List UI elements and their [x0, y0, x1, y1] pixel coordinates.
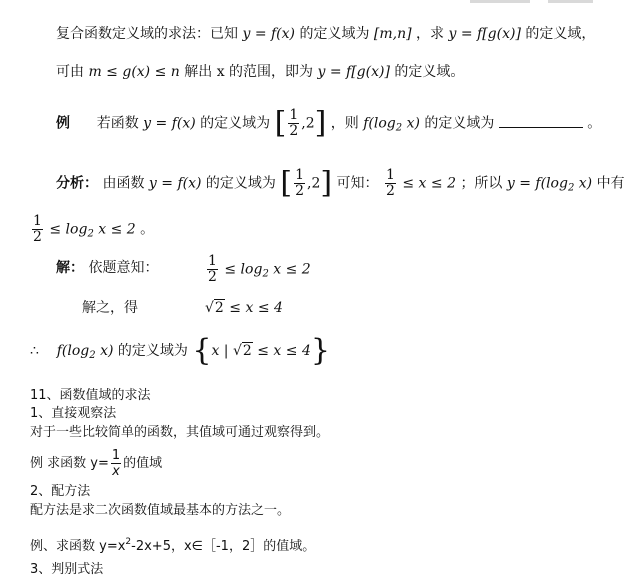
- math-f: y = f(x): [242, 26, 295, 42]
- analysis-paragraph: 分析： 由函数 y = f(x) 的定义域为 [ $\frac{1}{2}$ ,2] 可知： $\frac{1}{2}$ ≤ x ≤ 2 ；所以 $y = f(\log_2$ x) 中有: [56, 165, 625, 201]
- math-inequality: m ≤ g(x) ≤ n: [88, 64, 180, 80]
- therefore-symbol: ∴: [30, 343, 39, 359]
- example-completing-square: 例、求函数 $y=x^2-2x+5$，x∈［-1，2］的值域。: [30, 537, 316, 554]
- subsection-heading: 2、配方法: [30, 484, 91, 499]
- sqrt: √2: [205, 300, 224, 316]
- subsection-heading: 1、直接观察法: [30, 406, 117, 421]
- analysis-label: 分析：: [56, 175, 98, 192]
- subsection-desc: 对于一些比较简单的函数，其值域可通过观察得到。: [30, 425, 330, 440]
- example-problem: 例 若函数 y = f(x) 的定义域为 [ $\frac{1}{2}$ ,2] ，则 $f(\log_2$ x) 的定义域为 。: [56, 105, 602, 141]
- example-label: 例: [56, 115, 70, 132]
- fraction: $\frac{1}{2}$: [385, 167, 395, 199]
- fraction: $\frac{1}{2}$: [295, 167, 304, 199]
- inequality-line: $\frac{1}{2}$ ≤ $\log_2 x \le 2$ 。: [33, 213, 155, 245]
- solution-line: 解： 依题意知：: [56, 260, 159, 276]
- solution-label: 解：: [56, 260, 84, 276]
- example-direct: 例 求函数 y= $\frac{1}{x}$ 的值域: [30, 448, 163, 479]
- fraction: $\frac{1}{2}$: [208, 253, 217, 285]
- math-interval: [m,n]: [373, 26, 412, 42]
- fraction: $\frac{1}{2}$: [33, 213, 42, 245]
- subsection-desc: 配方法是求二次函数值域最基本的方法之一。: [30, 503, 291, 518]
- fraction: $\frac{1}{x}$: [111, 448, 121, 479]
- math-fg: y = f[g(x)]: [448, 26, 521, 42]
- math-fg: y = f[g(x)]: [317, 64, 390, 80]
- solve-math: √2 ≤ x ≤ 4: [205, 300, 283, 316]
- top-toolbar-strip: [0, 0, 600, 8]
- sqrt: √2: [232, 343, 252, 359]
- subsection-heading: 3、判别式法: [30, 562, 104, 577]
- answer-blank: [499, 113, 583, 128]
- toolbar-tab[interactable]: [548, 0, 593, 3]
- solve-line: 解之，得: [82, 300, 138, 316]
- solution-math: $\frac{1}{2}$ ≤ $\log_2 x \le 2$: [208, 253, 311, 285]
- paragraph-solve-range: 可由 m ≤ g(x) ≤ n 解出 x 的范围，即为 y = f[g(x)] 的定义域。: [56, 64, 465, 80]
- toolbar-tab[interactable]: [470, 0, 530, 3]
- fraction: $\frac{1}{2}$: [289, 107, 299, 139]
- therefore-line: ∴ $f(\log_2$ x) 的定义域为 {x | √2 ≤ x ≤ 4}: [30, 333, 330, 368]
- section-heading: 11、函数值域的求法: [30, 388, 151, 403]
- paragraph-composite-domain: 复合函数定义域的求法：已知 y = f(x) 的定义域为 [m,n] ，求 y = f[g(x)] 的定义域，: [56, 26, 596, 42]
